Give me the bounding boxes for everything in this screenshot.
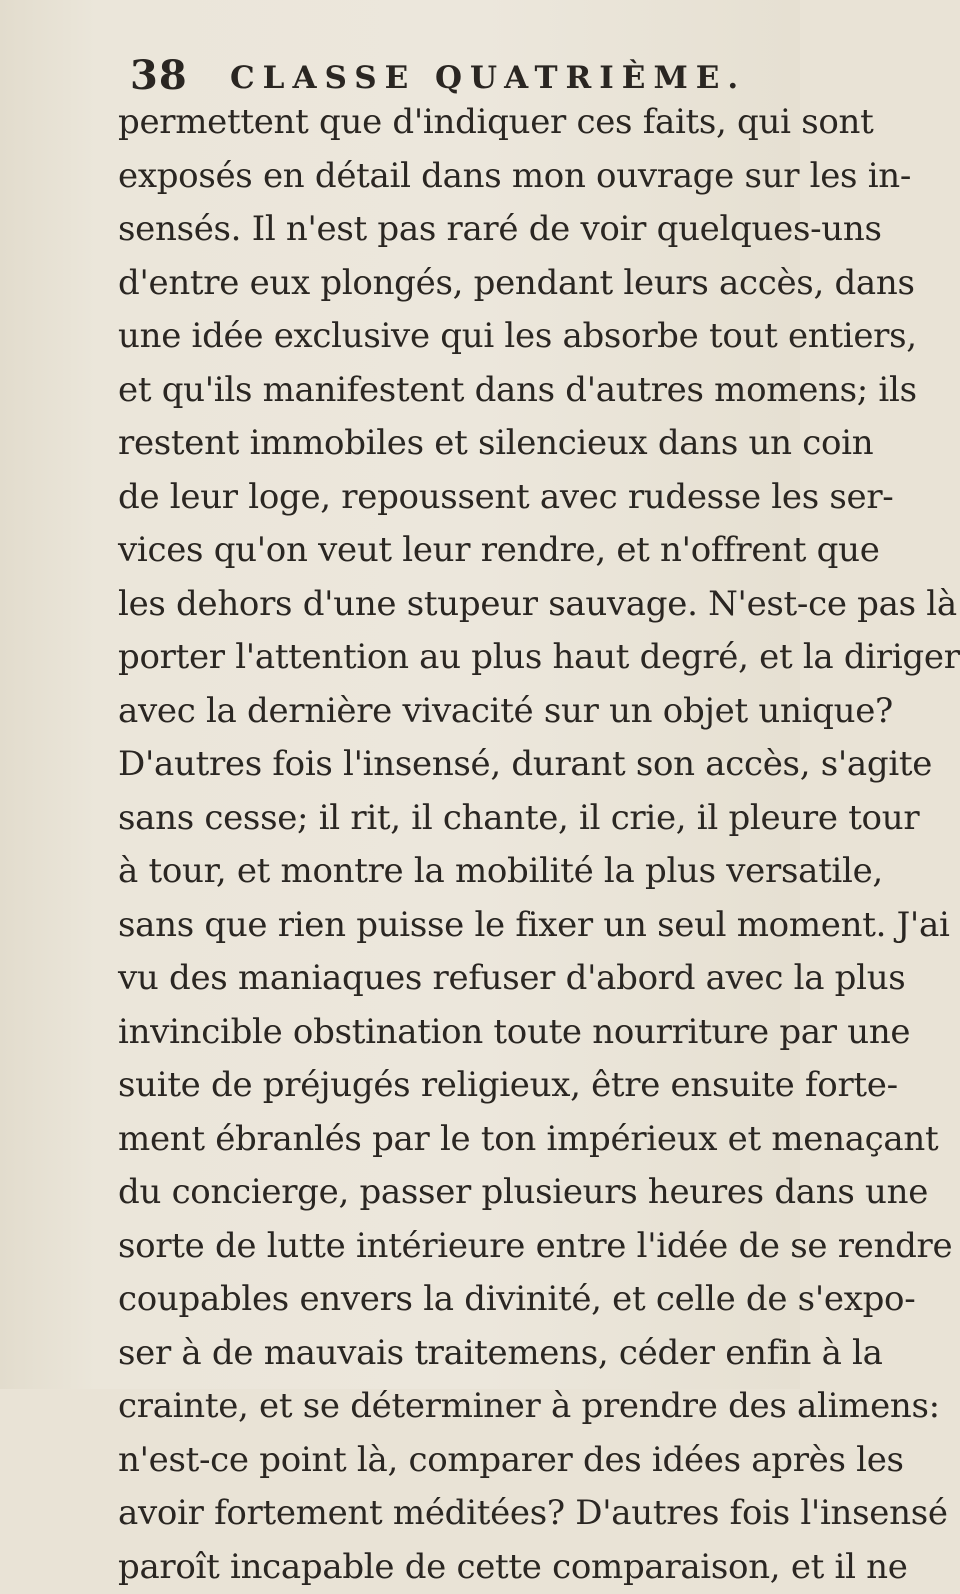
text-line: sans cesse; il rit, il chante, il crie, il pleure tour <box>118 792 773 846</box>
text-line: une idée exclusive qui les absorbe tout entiers, <box>118 310 773 364</box>
text-line: à tour, et montre la mobilité la plus versatile, <box>118 845 773 899</box>
text-line: D'autres fois l'insensé, durant son accès, s'agite <box>118 738 773 792</box>
text-line: sans que rien puisse le fixer un seul moment. J'ai <box>118 899 773 953</box>
text-line: avoir fortement méditées? D'autres fois l'insensé <box>118 1487 773 1541</box>
text-line: sorte de lutte intérieure entre l'idée de se rendre <box>118 1220 773 1274</box>
text-line: du concierge, passer plusieurs heures dans une <box>118 1166 773 1220</box>
text-line: crainte, et se déterminer à prendre des alimens: <box>118 1380 773 1434</box>
running-head: CLASSE QUATRIÈME. <box>230 60 746 96</box>
text-line: permettent que d'indiquer ces faits, qui sont <box>118 96 773 150</box>
text-line: suite de préjugés religieux, être ensuite forte- <box>118 1059 773 1113</box>
text-line: vu des maniaques refuser d'abord avec la plus <box>118 952 773 1006</box>
text-line: n'est-ce point là, comparer des idées après les <box>118 1434 773 1488</box>
text-line: exposés en détail dans mon ouvrage sur les in- <box>118 150 773 204</box>
text-line: avec la dernière vivacité sur un objet unique? <box>118 685 773 739</box>
text-line: ser à de mauvais traitemens, céder enfin à la <box>118 1327 773 1381</box>
text-line: paroît incapable de cette comparaison, et il ne <box>118 1541 773 1594</box>
text-line: et qu'ils manifestent dans d'autres momens; ils <box>118 364 773 418</box>
page-number: 38 <box>130 52 188 99</box>
body-text <box>118 96 773 1594</box>
text-line: les dehors d'une stupeur sauvage. N'est-ce pas là <box>118 578 773 632</box>
text-line: d'entre eux plongés, pendant leurs accès, dans <box>118 257 773 311</box>
text-line: vices qu'on veut leur rendre, et n'offrent que <box>118 524 773 578</box>
text-line: invincible obstination toute nourriture par une <box>118 1006 773 1060</box>
text-line: de leur loge, repoussent avec rudesse les ser- <box>118 471 773 525</box>
text-line: porter l'attention au plus haut degré, et la diriger <box>118 631 773 685</box>
text-line: restent immobiles et silencieux dans un coin <box>118 417 773 471</box>
text-line: sensés. Il n'est pas raré de voir quelques-uns <box>118 203 773 257</box>
text-line: coupables envers la divinité, et celle de s'expo- <box>118 1273 773 1327</box>
text-line: ment ébranlés par le ton impérieux et menaçant <box>118 1113 773 1167</box>
